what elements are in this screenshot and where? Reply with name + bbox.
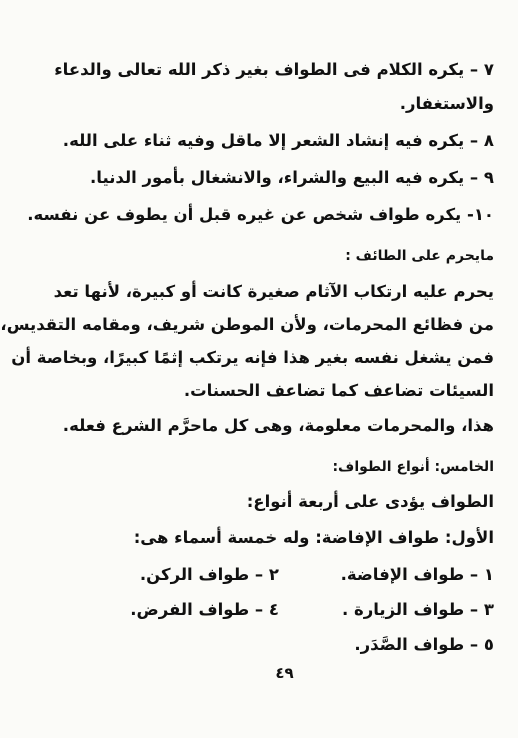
section-heading-forbidden: مايحرم على الطائف : [345,248,494,264]
name-item: ٢ – طواف الركن. [139,565,279,584]
section-heading-types: الخامس: أنواع الطواف: [332,459,494,475]
text-line-8: ٨ – يكره فيه إنشاد الشعر إلا ماقل وفيه ثناء على الله. [62,131,494,150]
text-line-9: ٩ – يكره فيه البيع والشراء، والانشغال بأمور الدنيا. [90,168,494,187]
paragraph-line: فمن يشغل نفسه بغير هذا فإنه يرتكب إثمًا كبيرًا، وبخاصة أن [11,348,494,367]
names-row [75,598,494,622]
paragraph-line [75,526,494,550]
name-item: ٥ – طواف الصَّدَر. [354,635,494,654]
name-item: ١ – طواف الإفاضة. [340,565,494,584]
paragraph-line: السيئات تضاعف كما تضاعف الحسنات. [183,381,494,400]
page-number: ٤٩ [275,664,294,682]
name-item: ٣ – طواف الزيارة . [341,600,494,619]
text-line-7: ٧ – يكره الكلام فى الطواف بغير ذكر الله تعالى والدعاء [54,60,494,79]
paragraph-line: من فظائع المحرمات، ولأن الموطن شريف، ومقامه التقديس، [0,315,494,334]
term-heading: الأول: طواف الإفاضة: [315,528,494,547]
paragraph-line: الطواف يؤدى على أربعة أنواع: [246,492,494,511]
names-row [75,563,494,587]
paragraph-line: يحرم عليه ارتكاب الآثام صغيرة كانت أو كبيرة، لأنها تعد [53,282,494,301]
paragraph-line: هذا، والمحرمات معلومة، وهى كل ماحرَّم الشرع فعله. [62,416,494,435]
term-desc: وله خمسة أسماء هى: [133,528,316,547]
name-item: ٤ – طواف الفرض. [130,600,279,619]
text-line-7-cont: والاستغفار. [399,94,494,113]
text-line-10: ١٠- يكره طواف شخص عن غيره قبل أن يطوف عن نفسه. [27,205,494,224]
